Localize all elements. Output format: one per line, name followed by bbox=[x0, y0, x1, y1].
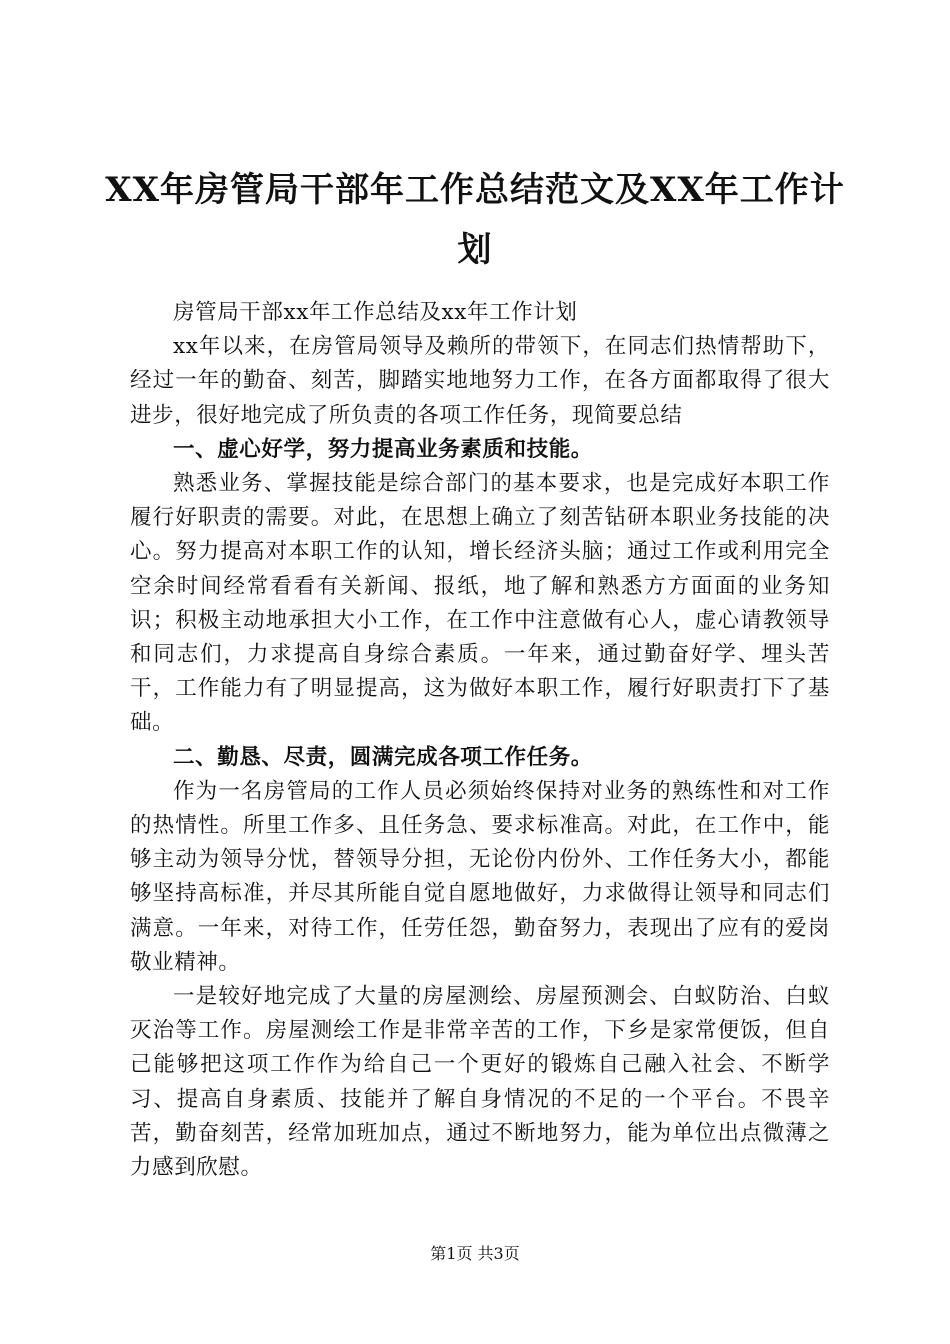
paragraph-subtitle: 房管局干部xx年工作总结及xx年工作计划 bbox=[173, 300, 578, 325]
section-heading-2: 二、勤恳、尽责，圆满完成各项工作任务。 bbox=[173, 744, 593, 770]
document-body bbox=[130, 296, 830, 1185]
page-number-footer: 第1页 共3页 bbox=[430, 1244, 520, 1263]
paragraph-intro: xx年以来，在房管局领导及赖所的带领下，在同志们热情帮助下，经过一年的勤奋、刻苦，脚踏实地地努力工作，在各方面都取得了很大进步，很好地完成了所负责的各项工作任务，现简要总结 bbox=[130, 334, 830, 428]
paragraph-section-1: 熟悉业务、掌握技能是综合部门的基本要求，也是完成好本职工作履行好职责的需要。对此，在思想上确立了刻苦钻研本职业务技能的决心。努力提高对本职工作的认知，增长经济头脑；通过工作或利用完全空余时间经常看看有关新闻、报纸，地了解和熟悉方方面面的业务知识；积极主动地承担大小工作，在工作中注意做有心人，虚心请教领导和同志们，力求提高自身综合素质。一年来，通过勤奋好学、埋头苦干，工作能力有了明显提高，这为做好本职工作，履行好职责打下了基础。 bbox=[130, 471, 830, 736]
paragraph-section-2-item-1: 一是较好地完成了大量的房屋测绘、房屋预测会、白蚁防治、白蚁灭治等工作。房屋测绘工作是非常辛苦的工作，下乡是家常便饭，但自己能够把这项工作作为给自己一个更好的锻炼自己融入社会、不断学习、提高自身素质、技能并了解自身情况的不足的一个平台。不畏辛苦，勤奋刻苦，经常加班加点，通过不断地努力，能为单位出点微薄之力感到欣慰。 bbox=[130, 984, 830, 1181]
document-title: XX年房管局干部年工作总结范文及XX年工作计划 bbox=[105, 170, 845, 270]
paragraph-section-2: 作为一名房管局的工作人员必须始终保持对业务的熟练性和对工作的热情性。所里工作多、且任务急、要求标准高。对此，在工作中，能够主动为领导分忧，替领导分担，无论份内份外、工作任务大小，都能够坚持高标准，并尽其所能自觉自愿地做好，力求做得让领导和同志们满意。一年来，对待工作，任劳任怨，勤奋努力，表现出了应有的爱岗敬业精神。 bbox=[130, 778, 830, 975]
section-heading-1: 一、虚心好学，努力提高业务素质和技能。 bbox=[173, 436, 593, 462]
